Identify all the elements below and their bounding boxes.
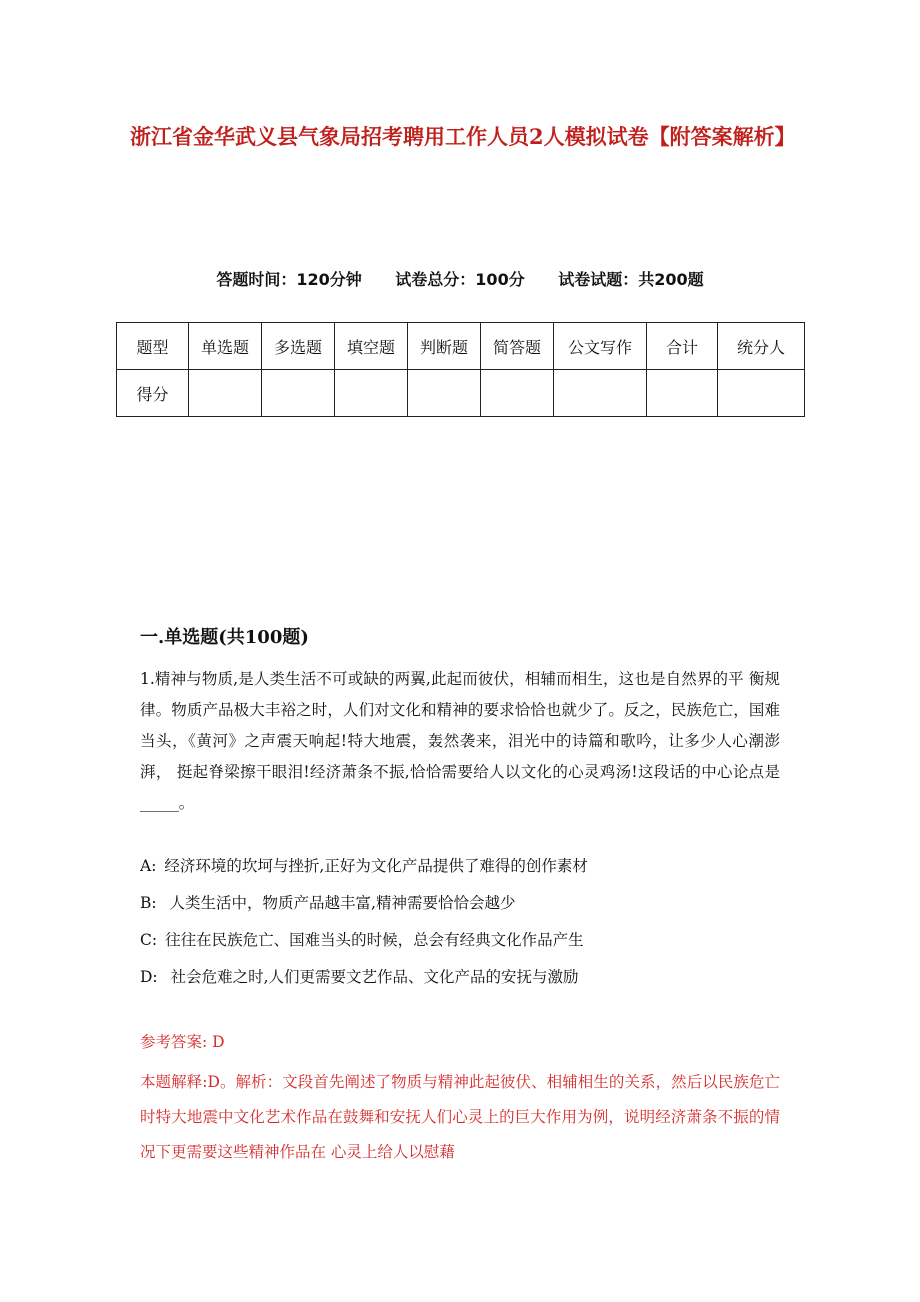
score-header-cell: 多选题 <box>262 323 335 370</box>
score-table-score-row <box>117 370 805 417</box>
option-c <box>140 922 780 959</box>
score-header-cell: 统分人 <box>718 323 805 370</box>
score-cell-empty <box>647 370 718 417</box>
exam-question-count: 试卷试题：共200题 <box>558 270 704 289</box>
score-cell-empty <box>408 370 481 417</box>
option-text: 经济环境的坎坷与挫折,正好为文化产品提供了难得的创作素材 <box>164 857 588 875</box>
score-table <box>116 322 805 417</box>
option-d <box>140 959 780 996</box>
option-key: C: <box>140 931 158 949</box>
option-text: 社会危难之时,人们更需要文艺作品、文化产品的安抚与激励 <box>165 968 579 986</box>
answer-explanation: 本题解释:D。解析：文段首先阐述了物质与精神此起彼伏、相辅相生的关系，然后以民族危亡时特大地震中文化艺术作品在鼓舞和安抚人们心灵上的巨大作用为例，说明经济萧条不振的情况下更需要这些精神作品在 心灵上给人以慰藉 <box>140 1073 780 1161</box>
question-options <box>140 848 780 996</box>
question-text: 1.精神与物质,是人类生活不可或缺的两翼,此起而彼伏，相辅而相生，这也是自然界的平 衡规律。物质产品极大丰裕之时，人们对文化和精神的要求恰恰也就少了。反之，民族危亡，国难当头，《黄河》之声震天响起!特大地震，轰然袭来，泪光中的诗篇和歌吟，让多少人心潮澎湃， 挺起脊梁擦干眼泪!经济萧条不振,恰恰需要给人以文化的心灵鸡汤!这段话的中心论点是_____。 <box>140 670 780 812</box>
score-header-cell: 合计 <box>647 323 718 370</box>
option-text: 往往在民族危亡、国难当头的时候，总会有经典文化作品产生 <box>165 931 584 949</box>
option-key: D: <box>140 968 158 986</box>
score-header-cell: 题型 <box>117 323 189 370</box>
document-title: 浙江省金华武义县气象局招考聘用工作人员2人模拟试卷【附答案解析】 <box>130 124 796 149</box>
score-header-cell: 判断题 <box>408 323 481 370</box>
option-key: B: <box>140 894 157 912</box>
section-heading: 一.单选题(共100题) <box>140 627 309 648</box>
exam-info <box>116 268 804 292</box>
score-cell-empty <box>718 370 805 417</box>
score-cell-empty <box>481 370 554 417</box>
exam-time: 答题时间：120分钟 <box>216 270 362 289</box>
option-a <box>140 848 780 885</box>
option-key: A: <box>140 857 157 875</box>
reference-answer: 参考答案: D <box>140 1033 225 1051</box>
option-text: 人类生活中，物质产品越丰富,精神需要恰恰会越少 <box>164 894 516 912</box>
score-header-cell: 简答题 <box>481 323 554 370</box>
score-header-cell: 单选题 <box>189 323 262 370</box>
option-b <box>140 885 780 922</box>
score-header-cell: 公文写作 <box>554 323 647 370</box>
score-cell-empty <box>554 370 647 417</box>
score-header-cell: 填空题 <box>335 323 408 370</box>
score-cell-empty <box>189 370 262 417</box>
score-cell-empty <box>262 370 335 417</box>
score-cell-empty <box>335 370 408 417</box>
score-table-header-row <box>117 323 805 370</box>
exam-total-score: 试卷总分：100分 <box>395 270 525 289</box>
score-row-label: 得分 <box>117 370 189 417</box>
